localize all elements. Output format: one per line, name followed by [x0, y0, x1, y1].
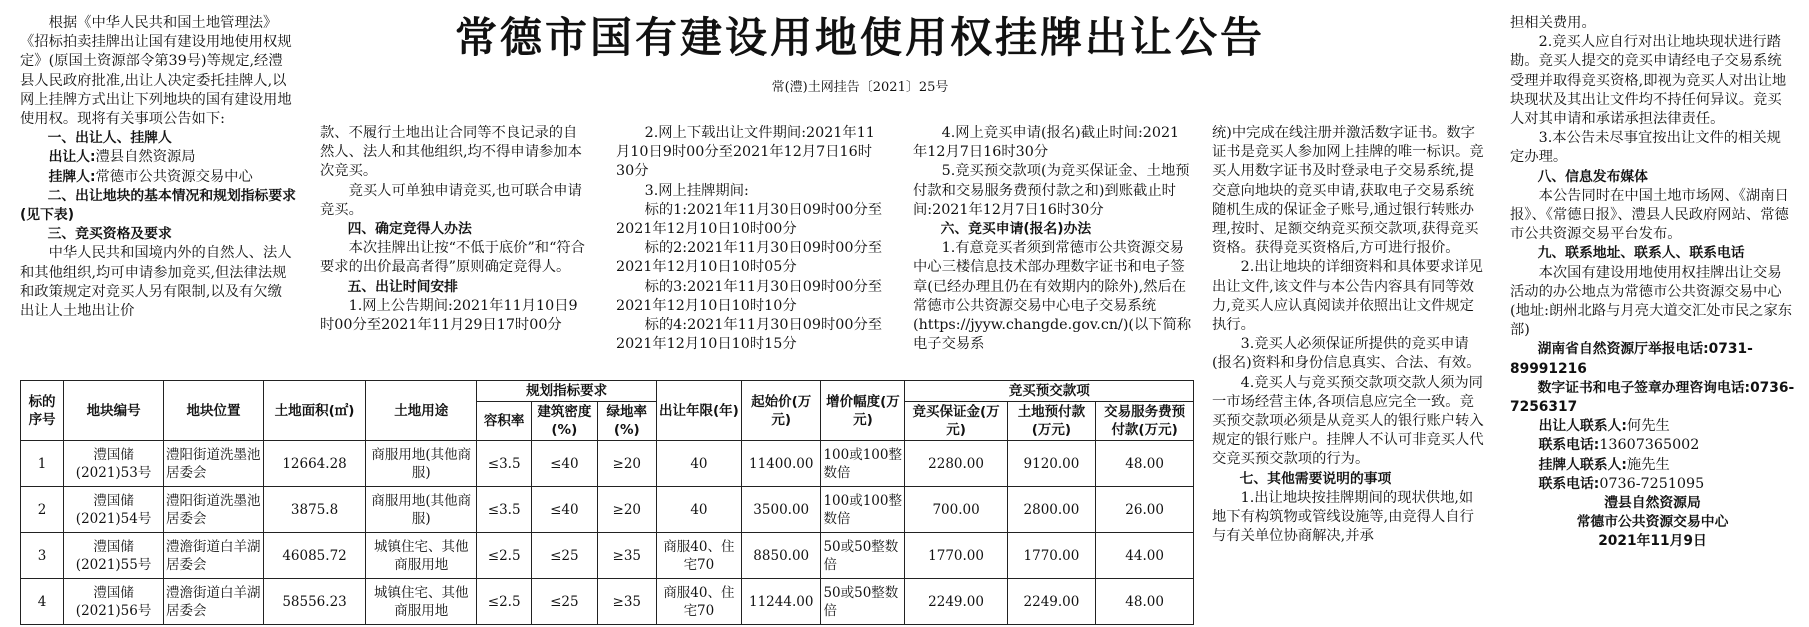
paragraph: 1.出让地块按挂牌期间的现状供地,如地下有构筑物或管线设施等,由竞得人自行与有关单位协商解决,并承	[1212, 489, 1474, 545]
section-heading: 八、信息发布媒体	[1537, 168, 1648, 185]
paragraph: 4.网上竞买申请(报名)截止时间:2021年12月7日16时30分	[913, 125, 1180, 161]
header-prepay: 土地预付款(万元)	[1007, 402, 1096, 441]
cell-deposit: 2249.00	[905, 579, 1007, 625]
header-plan-group: 规划指标要求	[477, 381, 656, 402]
cell-years: 商服40、住宅70	[656, 579, 741, 625]
contact-value: 何先生	[1626, 418, 1670, 435]
cell-fee: 48.00	[1096, 579, 1194, 625]
header-green: 绿地率(%)	[597, 402, 656, 441]
paragraph: 4.竞买人与竞买预交款项交款人须为同一市场经营主体,各项信息应完全一致。竞买预交款项必须是从竞买人的银行账户转入规定的银行账户。挂牌人不认可非竞买人代交竞买预交款项的行为。	[1212, 374, 1484, 468]
section-heading: 二、出让地块的基本情况和规划指标要求(见下表)	[20, 187, 296, 224]
cell-green: ≥35	[597, 533, 656, 579]
cell-prepay: 9120.00	[1007, 441, 1096, 487]
text-column-1	[20, 14, 296, 321]
cell-years: 40	[656, 487, 741, 533]
paragraph: 中华人民共和国境内外的自然人、法人和其他组织,均可申请参加竞买,但法律法规和政策规定对竞买人另有限制,以及有欠缴出让人土地出让价	[20, 245, 292, 320]
cell-increment: 50或50整数倍	[821, 533, 905, 579]
paragraph: 根据《中华人民共和国土地管理法》《招标拍卖挂牌出让国有建设用地使用权规定》(原国土资源部令第39号)等规定,经澧县人民政府批准,出让人决定委托挂牌人,以网上挂牌方式出让下列地块的国有建设用地使用权。现将有关事项公告如下:	[20, 15, 292, 128]
text-column-4	[913, 124, 1193, 354]
cell-far: ≤2.5	[477, 533, 532, 579]
section-heading: 一、出让人、挂牌人	[47, 130, 172, 147]
header-increment: 增价幅度(万元)	[821, 381, 905, 441]
paragraph: 2.竞买人应自行对出让地块现状进行踏勘。竞买人提交的竞买申请经电子交易系统受理并取得竞买资格,即视为竞买人对出让地块现状及其出让文件均不持任何异议。竞买人对其申请和承诺承担法律责任。	[1510, 34, 1787, 128]
header-density: 建筑密度(%)	[531, 402, 597, 441]
section-heading: 五、出让时间安排	[347, 278, 458, 295]
cell-deposit: 2280.00	[905, 441, 1007, 487]
header-far: 容积率	[477, 402, 532, 441]
paragraph: 本次国有建设用地使用权挂牌出让交易活动的办公地点为常德市公共资源交易中心(地址:朗州北路与月亮大道交汇处市民之家东部)	[1510, 264, 1793, 339]
table-row	[21, 441, 1194, 487]
cell-start-price: 11400.00	[741, 441, 820, 487]
contact-value: 施先生	[1626, 456, 1670, 473]
paragraph: 3.本公告未尽事宜按出让文件的相关规定办理。	[1510, 130, 1781, 166]
cell-prepay: 2800.00	[1007, 487, 1096, 533]
cell-green: ≥20	[597, 487, 656, 533]
cell-far: ≤2.5	[477, 579, 532, 625]
cell-use: 城镇住宅、其他商服用地	[366, 579, 477, 625]
cell-fee: 26.00	[1096, 487, 1194, 533]
paragraph: 竞买人可单独申请竞买,也可联合申请竞买。	[320, 182, 582, 218]
contact-label: 联系电话:	[1538, 437, 1600, 454]
contact-line	[20, 168, 296, 187]
header-code: 地块编号	[64, 381, 164, 441]
section-heading: 七、其他需要说明的事项	[1239, 470, 1392, 487]
section-heading: 湖南省自然资源厅举报电话:0731-89991216	[1510, 341, 1753, 377]
cell-location: 澧阳街道洗墨池居委会	[164, 487, 264, 533]
cell-start-price: 11244.00	[741, 579, 820, 625]
paragraph: 5.竞买预交款项(为竞买保证金、土地预付款和交易服务费预付款之和)到账截止时间:2021年12月7日16时30分	[913, 163, 1190, 218]
cell-location: 澧阳街道洗墨池居委会	[164, 441, 264, 487]
cell-density: ≤40	[531, 441, 597, 487]
table-row	[21, 487, 1194, 533]
cell-deposit: 700.00	[905, 487, 1007, 533]
cell-area: 46085.72	[263, 533, 365, 579]
cell-density: ≤25	[531, 533, 597, 579]
cell-code: 澧国储(2021)54号	[64, 487, 164, 533]
cell-code: 澧国储(2021)56号	[64, 579, 164, 625]
contact-label: 联系电话:	[1538, 475, 1600, 492]
text-column-6	[1510, 14, 1795, 552]
contact-value: 0736-7251095	[1599, 475, 1705, 492]
header-years: 出让年限(年)	[656, 381, 741, 441]
contact-value: 13607365002	[1599, 437, 1700, 454]
paragraph: 担相关费用。	[1510, 15, 1596, 31]
cell-increment: 100或100整数倍	[821, 487, 905, 533]
paragraph: 标的4:2021年11月30日09时00分至2021年12月10日10时15分	[616, 317, 883, 353]
section-heading: 六、竞买申请(报名)办法	[940, 221, 1092, 238]
paragraph: 3.网上挂牌期间:	[644, 182, 749, 199]
contact-value: 澧县自然资源局	[95, 149, 196, 166]
text-column-2	[320, 124, 590, 335]
contact-label: 出让人:	[48, 149, 96, 166]
header-fee: 交易服务费预付款(万元)	[1096, 402, 1194, 441]
paragraph: 1.网上公告期间:2021年11月10日9时00分至2021年11月29日17时00分	[320, 297, 578, 334]
cell-use: 商服用地(其他商服)	[366, 441, 477, 487]
signature-line: 澧县自然资源局	[1604, 495, 1701, 512]
paragraph: 2.出让地块的详细资料和具体要求详见出让文件,该文件与本公告内容具有同等效力,竞买人应认真阅读并依照出让文件规定执行。	[1212, 259, 1483, 334]
section-heading: 三、竞买资格及要求	[47, 226, 172, 243]
cell-increment: 100或100整数倍	[821, 441, 905, 487]
cell-years: 商服40、住宅70	[656, 533, 741, 579]
header-deposit: 竞买保证金(万元)	[905, 402, 1007, 441]
header-seq: 标的序号	[21, 381, 64, 441]
signature-line: 2021年11月9日	[1598, 533, 1707, 550]
cell-fee: 44.00	[1096, 533, 1194, 579]
cell-location: 澧澹街道白羊湖居委会	[164, 579, 264, 625]
contact-line	[1510, 436, 1795, 455]
contact-line	[1510, 417, 1795, 436]
header-start-price: 起始价(万元)	[741, 381, 820, 441]
cell-start-price: 8850.00	[741, 533, 820, 579]
cell-code: 澧国储(2021)55号	[64, 533, 164, 579]
cell-years: 40	[656, 441, 741, 487]
paragraph: 2.网上下载出让文件期间:2021年11月10日9时00分至2021年12月7日16时30分	[616, 125, 875, 180]
cell-density: ≤40	[531, 487, 597, 533]
cell-fee: 48.00	[1096, 441, 1194, 487]
cell-seq: 2	[21, 487, 64, 533]
contact-value: 常德市公共资源交易中心	[95, 168, 253, 185]
header-use: 土地用途	[366, 381, 477, 441]
paragraph: 1.有意竞买者须到常德市公共资源交易中心三楼信息技术部办理数字证书和电子签章(已经办理且仍在有效期内的除外),然后在常德市公共资源交易中心电子交易系统(https://jyyw.changde.gov.cn/)(以下简称电子交易系	[913, 240, 1192, 353]
contact-label: 出让人联系人:	[1538, 418, 1627, 435]
cell-area: 12664.28	[263, 441, 365, 487]
paragraph: 本公告同时在中国土地市场网、《湖南日报》、《常德日报》、澧县人民政府网站、常德市公共资源交易平台发布。	[1510, 187, 1789, 243]
cell-start-price: 3500.00	[741, 487, 820, 533]
paragraph: 统)中完成在线注册并激活数字证书。数字证书是竞买人参加网上挂牌的唯一标识。竞买人用数字证书及时登录电子交易系统,提交意向地块的竞买申请,获取电子交易系统随机生成的保证金子账号,通过银行转账办理,按时、足额交纳竞买预交款项,获得竞买资格。获得竞买资格后,方可进行报价。	[1212, 125, 1484, 257]
header-location: 地块位置	[164, 381, 264, 441]
cell-seq: 1	[21, 441, 64, 487]
cell-use: 城镇住宅、其他商服用地	[366, 533, 477, 579]
contact-line	[20, 148, 296, 167]
cell-prepay: 1770.00	[1007, 533, 1096, 579]
contact-line	[1510, 456, 1795, 475]
header-area: 土地面积(㎡)	[263, 381, 365, 441]
cell-area: 58556.23	[263, 579, 365, 625]
cell-area: 3875.8	[263, 487, 365, 533]
land-parcel-table-container	[20, 380, 1194, 625]
table-row	[21, 533, 1194, 579]
page-title: 常德市国有建设用地使用权挂牌出让公告	[454, 13, 1265, 62]
paragraph: 标的3:2021年11月30日09时00分至2021年12月10日10时10分	[616, 278, 883, 314]
cell-use: 商服用地(其他商服)	[366, 487, 477, 533]
cell-far: ≤3.5	[477, 441, 532, 487]
paragraph: 本次挂牌出让按“不低于底价”和“符合要求的出价最高者得”原则确定竞得人。	[320, 240, 585, 276]
section-heading: 九、联系地址、联系人、联系电话	[1537, 245, 1745, 262]
table-row	[21, 579, 1194, 625]
paragraph: 款、不履行土地出让合同等不良记录的自然人、法人和其他组织,均不得申请参加本次竞买。	[320, 125, 582, 180]
document-number: 常(澧)土网挂告〔2021〕25号	[771, 80, 949, 95]
cell-seq: 4	[21, 579, 64, 625]
cell-density: ≤25	[531, 579, 597, 625]
cell-seq: 3	[21, 533, 64, 579]
cell-far: ≤3.5	[477, 487, 532, 533]
cell-green: ≥35	[597, 579, 656, 625]
text-column-3	[616, 124, 886, 354]
contact-line	[1510, 475, 1795, 494]
contact-label: 挂牌人:	[48, 168, 96, 185]
cell-increment: 50或50整数倍	[821, 579, 905, 625]
cell-code: 澧国储(2021)53号	[64, 441, 164, 487]
section-heading: 四、确定竞得人办法	[347, 221, 472, 238]
land-parcel-table	[20, 380, 1194, 625]
paragraph: 标的2:2021年11月30日09时00分至2021年12月10日10时05分	[616, 240, 883, 276]
signature-line: 常德市公共资源交易中心	[1576, 514, 1729, 531]
cell-green: ≥20	[597, 441, 656, 487]
cell-deposit: 1770.00	[905, 533, 1007, 579]
text-column-5	[1212, 124, 1487, 546]
contact-label: 挂牌人联系人:	[1538, 456, 1627, 473]
cell-location: 澧澹街道白羊湖居委会	[164, 533, 264, 579]
paragraph: 标的1:2021年11月30日09时00分至2021年12月10日10时00分	[616, 201, 883, 238]
cell-prepay: 2249.00	[1007, 579, 1096, 625]
section-heading: 数字证书和电子签章办理咨询电话:0736-7256317	[1510, 379, 1795, 416]
header-payment-group: 竞买预交款项	[905, 381, 1194, 402]
paragraph: 3.竞买人必须保证所提供的竞买申请(报名)资料和身份信息真实、合法、有效。	[1212, 336, 1481, 372]
